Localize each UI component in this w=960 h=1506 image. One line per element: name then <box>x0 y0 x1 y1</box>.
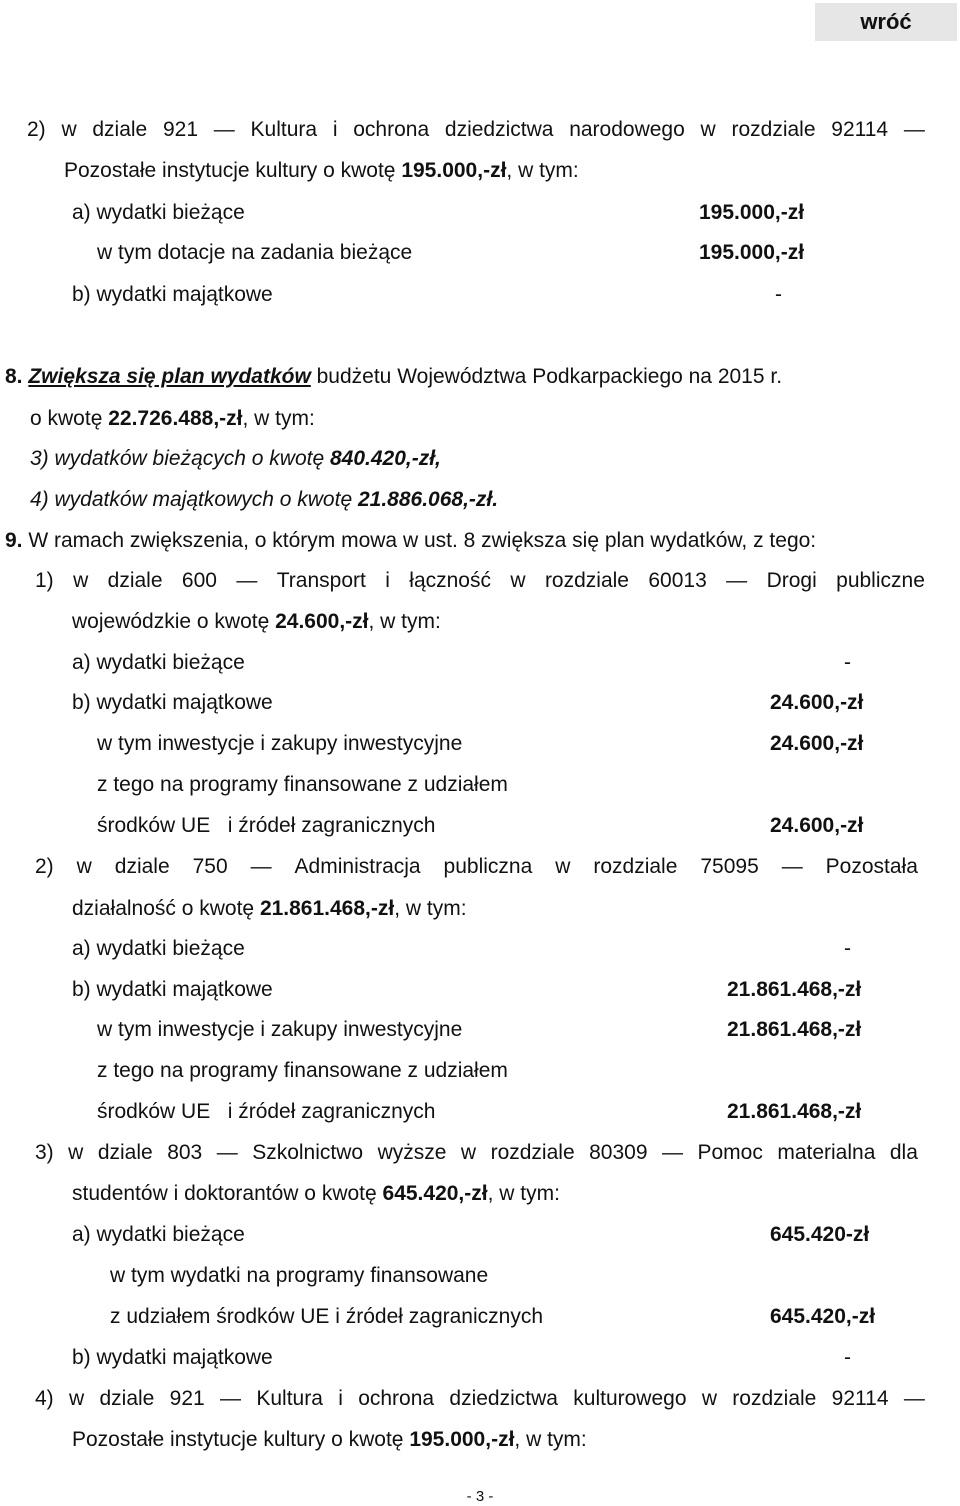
justified-word: w <box>510 569 526 592</box>
justified-word: rozdziale <box>544 569 629 592</box>
justified-word: — <box>220 1387 242 1410</box>
justified-word: wyższe <box>377 1141 447 1164</box>
section-8-amount: o kwotę 22.726.488,-zł, w tym: <box>30 407 315 430</box>
justified-word: dziedzictwa <box>449 1387 558 1410</box>
back-button[interactable]: wróć <box>815 3 957 41</box>
s9-item-2-capital-value: 21.861.468,-zł <box>727 978 862 1001</box>
justified-word: 3) <box>35 1141 54 1164</box>
s9-item-2-investments-value: 21.861.468,-zł <box>727 1018 862 1041</box>
justified-word: 92114 <box>831 1387 889 1410</box>
justified-word: dziedzictwa <box>444 118 554 141</box>
justified-word: 921 <box>169 1387 205 1410</box>
s9-item-3-line2: studentów i doktorantów o kwotę 645.420,-zł, w tym: <box>72 1182 560 1205</box>
justified-word: Transport <box>276 569 366 592</box>
justified-word: w <box>61 118 77 141</box>
justified-word: w <box>701 1387 717 1410</box>
s9-item-1-investments-value: 24.600,-zł <box>770 732 864 755</box>
justified-word: rozdziale <box>593 855 678 878</box>
s9-item-3-current-value: 645.420-zł <box>770 1223 870 1246</box>
section-8-item-3: 3) wydatków bieżących o kwotę 840.420,-zł, <box>30 447 441 470</box>
justified-word: dziale <box>92 118 148 141</box>
s9-item-1-programs-label-1: z tego na programy finansowane z udziałem <box>97 773 508 796</box>
s9-item-3-line1 <box>35 1140 918 1166</box>
s9-item-2-programs-label-1: z tego na programy finansowane z udziałem <box>97 1059 508 1082</box>
justified-word: w <box>700 118 716 141</box>
justified-word: w <box>76 855 92 878</box>
item-921-line2: Pozostałe instytucje kultury o kwotę 195.000,-zł, w tym: <box>64 159 579 182</box>
justified-word: Szkolnictwo <box>252 1141 364 1164</box>
capital-expenses-value: - <box>775 283 782 306</box>
justified-word: — <box>903 1387 925 1410</box>
s9-item-3-current-label: a) wydatki bieżące <box>72 1223 245 1246</box>
justified-word: dziale <box>114 855 170 878</box>
s9-item-1-current-label: a) wydatki bieżące <box>72 651 245 674</box>
capital-expenses-label: b) wydatki majątkowe <box>72 283 273 306</box>
justified-word: — <box>662 1141 683 1164</box>
justified-word: i <box>385 569 390 592</box>
s9-item-2-investments-label: w tym inwestycje i zakupy inwestycyjne <box>97 1018 463 1041</box>
justified-word: w <box>460 1141 477 1164</box>
s9-item-2-line1 <box>35 854 918 880</box>
justified-word: rozdziale <box>731 118 816 141</box>
justified-word: dziale <box>97 1141 153 1164</box>
s9-item-3-programs-label-2: z udziałem środków UE i źródeł zagranicznych <box>110 1305 544 1328</box>
s9-item-1-programs-label-2: środków UE i źródeł zagranicznych <box>97 814 436 837</box>
justified-word: — <box>903 118 925 141</box>
justified-word: publiczne <box>836 569 925 592</box>
justified-word: Pozostała <box>825 855 918 878</box>
section-9-heading: 9. W ramach zwiększenia, o którym mowa w ust. 8 zwiększa się plan wydatków, z tego: <box>5 529 817 552</box>
justified-word: w <box>555 855 571 878</box>
justified-word: w <box>69 1387 85 1410</box>
s9-item-2-line2: działalność o kwotę 21.861.468,-zł, w tym: <box>72 897 467 920</box>
s9-item-1-investments-label: w tym inwestycje i zakupy inwestycyjne <box>97 732 463 755</box>
section-8-item-4: 4) wydatków majątkowych o kwotę 21.886.068,-zł. <box>30 488 499 511</box>
justified-word: 921 <box>162 118 199 141</box>
s9-item-3-capital-value: - <box>844 1346 851 1369</box>
justified-word: 80309 <box>589 1141 648 1164</box>
s9-item-1-line2: wojewódzkie o kwotę 24.600,-zł, w tym: <box>72 610 441 633</box>
justified-word: Drogi <box>766 569 817 592</box>
justified-word: — <box>216 1141 238 1164</box>
justified-word: — <box>236 569 258 592</box>
justified-word: 92114 <box>831 118 889 141</box>
s9-item-3-programs-value: 645.420,-zł <box>770 1305 876 1328</box>
s9-item-2-capital-label: b) wydatki majątkowe <box>72 978 273 1001</box>
s9-item-1-current-value: - <box>844 651 851 674</box>
justified-word: 600 <box>181 569 217 592</box>
justified-word: Kultura <box>250 118 318 141</box>
justified-word: kulturowego <box>573 1387 687 1410</box>
justified-word: rozdziale <box>490 1141 575 1164</box>
justified-word: i <box>338 1387 343 1410</box>
justified-word: Administracja <box>294 855 421 878</box>
s9-item-4-line1 <box>35 1386 925 1412</box>
justified-word: — <box>726 569 748 592</box>
s9-item-1-programs-value: 24.600,-zł <box>770 814 864 837</box>
justified-word: materialna <box>777 1141 876 1164</box>
justified-word: 1) <box>35 569 54 592</box>
justified-word: 803 <box>167 1141 203 1164</box>
justified-word: — <box>250 855 272 878</box>
justified-word: Kultura <box>256 1387 323 1410</box>
justified-word: 4) <box>35 1387 54 1410</box>
justified-word: — <box>781 855 803 878</box>
page-number: - 3 - <box>466 1488 494 1505</box>
justified-word: dla <box>889 1141 918 1164</box>
s9-item-2-programs-label-2: środków UE i źródeł zagranicznych <box>97 1100 436 1123</box>
justified-word: łączność <box>409 569 491 592</box>
s9-item-1-capital-value: 24.600,-zł <box>770 691 864 714</box>
section-8-heading: 8. Zwiększa się plan wydatków budżetu Województwa Podkarpackiego na 2015 r. <box>5 365 783 388</box>
justified-word: dziale <box>99 1387 155 1410</box>
justified-word: w <box>68 1141 84 1164</box>
justified-word: dziale <box>107 569 163 592</box>
s9-item-2-current-label: a) wydatki bieżące <box>72 937 245 960</box>
s9-item-1-capital-label: b) wydatki majątkowe <box>72 691 273 714</box>
s9-item-3-capital-label: b) wydatki majątkowe <box>72 1346 273 1369</box>
justified-word: ochrona <box>358 1387 435 1410</box>
justified-word: ochrona <box>353 118 430 141</box>
s9-item-3-programs-label-1: w tym wydatki na programy finansowane <box>110 1264 489 1287</box>
justified-word: publiczna <box>443 855 533 878</box>
item-921-line1 <box>27 117 925 143</box>
justified-word: 2) <box>27 118 46 141</box>
justified-word: w <box>73 569 89 592</box>
s9-item-2-current-value: - <box>844 937 851 960</box>
justified-word: — <box>213 118 235 141</box>
subsidies-label: w tym dotacje na zadania bieżące <box>97 241 413 264</box>
s9-item-2-programs-value: 21.861.468,-zł <box>727 1100 862 1123</box>
current-expenses-label: a) wydatki bieżące <box>72 201 245 224</box>
justified-word: 60013 <box>648 569 707 592</box>
justified-word: 750 <box>192 855 228 878</box>
justified-word: narodowego <box>569 118 685 141</box>
justified-word: Pomoc <box>697 1141 763 1164</box>
justified-word: i <box>332 118 338 141</box>
justified-word: 2) <box>35 855 54 878</box>
subsidies-value: 195.000,-zł <box>699 241 805 264</box>
justified-word: 75095 <box>700 855 759 878</box>
current-expenses-value: 195.000,-zł <box>699 201 805 224</box>
justified-word: rozdziale <box>732 1387 817 1410</box>
s9-item-1-line1 <box>35 568 925 594</box>
s9-item-4-line2: Pozostałe instytucje kultury o kwotę 195.000,-zł, w tym: <box>72 1428 587 1451</box>
